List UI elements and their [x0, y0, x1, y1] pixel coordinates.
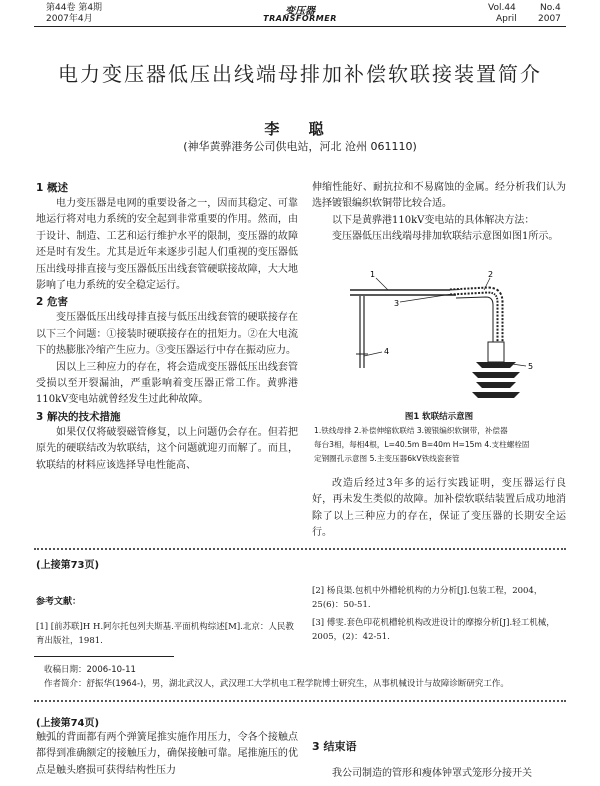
- journal-month-right: April: [496, 14, 517, 24]
- reference-2: [2] 杨良渠.包机中外槽轮机构的力分析[J].包装工程，2004，25(6)：50-51.: [312, 586, 543, 610]
- conclusion-text: 我公司制造的管形和瘦体钟罩式笼形分接开关: [332, 768, 532, 779]
- article-affiliation: (神华黄骅港务公司供电站，河北 沧州 061110): [183, 140, 417, 153]
- journal-name: 变压器: [285, 6, 315, 17]
- section-1-paragraph: 电力变压器是电网的重要设备之一，因而其稳定、可靠地运行将对电力系统的安全起到非常重要的作用。然而，由于设计、制造、工艺和运行维护水平的限制，变压器的故障还是时有发生。尤其是近年来逐步引起人们重视的变压器低压出线母排直接与变压器低压出线套管硬联接故障，大大地影响了电力系统的安全稳定运行。: [36, 198, 298, 292]
- section-3-heading: 3 解决的技术措施: [36, 410, 121, 423]
- right-paragraph-continued: 伸缩性能好、耐抗拉和不易腐蚀的金属。经分析我们认为选择镀银编织软铜带比较合适。: [312, 182, 566, 210]
- figure-legend-line-1: 1.铁线母排 2.补偿伸缩软联结 3.镀银编织软铜带，补偿器: [314, 426, 508, 435]
- callout-5: 5: [528, 362, 534, 371]
- reference-1: [1] [前苏联]H H.阿尔托包列夫斯基.平面机构综述[M].北京：人民教育出版社，1981.: [36, 622, 294, 646]
- figure-1-legend: [314, 424, 568, 466]
- section-divider-2: [34, 700, 566, 702]
- section-3-paragraph: 如果仅仅将破裂磁管修复，以上问题仍会存在。但若把原先的硬联结改为软联结，这个问题就迎刃而解了。而且，软联结的材料应该选择导电性能高、: [36, 426, 298, 471]
- right-paragraph-4: 改造后经过3年多的运行实践证明，变压器运行良好，再未发生类似的故障。加补偿软联结装置后成功地消除了以上三种应力的存在，保证了变压器的长期安全运行。: [312, 478, 566, 539]
- continued-74-left-text: 触弧的背面都有两个弹簧尾推实施作用压力，令各个接触点都得到准确额定的接触压力，确保接触可靠。尾推施压的优点是触头磨损可获得结构性压力: [36, 732, 298, 776]
- left-column: [36, 180, 298, 474]
- section-2-heading: 2 危害: [36, 296, 68, 309]
- journal-volume-left: 第44卷 第4期: [46, 3, 103, 13]
- journal-no-right: No.4: [540, 3, 561, 13]
- header-rule: [34, 26, 566, 27]
- callout-3: 3: [394, 299, 400, 308]
- bushing-stem: [488, 342, 504, 362]
- references-heading: 参考文献：: [36, 597, 82, 607]
- conclusion-heading: 3 结束语: [312, 740, 357, 753]
- journal-vol-right: Vol.44: [488, 3, 516, 13]
- callout-2: 2: [488, 270, 494, 279]
- figure-1-caption: 图1 软联结示意图: [404, 412, 474, 422]
- footnote-rule: [34, 656, 174, 657]
- journal-year-right: 2007: [538, 14, 561, 24]
- continued-from-74-label: (上接第74页): [36, 718, 100, 729]
- figure-1-diagram: [330, 268, 566, 408]
- section-2-paragraph-2: 因以上三种应力的存在，将会造成变压器低压出线套管受损以至开裂漏油，严重影响着变压器正常工作。黄骅港110kV变电站就曾经发生过此种故障。: [36, 361, 298, 406]
- right-column-lower: [312, 476, 566, 542]
- right-paragraph-2: 以下是黄骅港110kV变电站的具体解决方法：: [332, 214, 535, 226]
- author-bio: 作者简介：舒振华(1964-)，男，湖北武汉人，武汉理工大学机电工程学院博士研究生，从事机械设计与故障诊断研究工作。: [44, 679, 509, 689]
- right-column: [312, 180, 566, 246]
- section-1-heading: 1 概述: [36, 182, 68, 194]
- article-title: 电力变压器低压出线端母排加补偿软联接装置简介: [58, 62, 542, 86]
- continued-from-73-label: (上接第73页): [36, 560, 100, 571]
- reference-3: [3] 傅雯.套色印花机槽轮机构改进设计的摩擦分析[J].轻工机械，2005，(2)：42-51.: [312, 618, 555, 642]
- section-2-paragraph-1: 变压器低压出线母排直接与低压出线套管的硬联接存在以下三个问题：①接装时硬联接存在的扭矩力。②在大电流下的热膨胀冷缩产生应力。③变压器运行中存在振动应力。: [36, 312, 298, 357]
- journal-name-en: TRANSFORMER: [263, 14, 337, 23]
- figure-legend-line-3: 定钢圈孔示意图 5.主变压器6kV铁线瓷套管: [314, 454, 460, 463]
- right-paragraph-3: 变压器低压出线端母排加软联结示意图如图1所示。: [332, 231, 559, 243]
- figure-legend-line-2: 每台3相，每相4根，L=40.5m B=40m H=15m 4.支柱螺栓固: [314, 440, 530, 449]
- callout-1: 1: [370, 270, 376, 279]
- received-date: 收稿日期：2006-10-11: [44, 665, 136, 675]
- article-author: 李 聪: [264, 120, 336, 138]
- section-divider-1: [34, 548, 566, 550]
- bushing-sheds: [472, 362, 520, 398]
- callout-4: 4: [384, 347, 390, 356]
- journal-date-left: 2007年4月: [46, 14, 93, 24]
